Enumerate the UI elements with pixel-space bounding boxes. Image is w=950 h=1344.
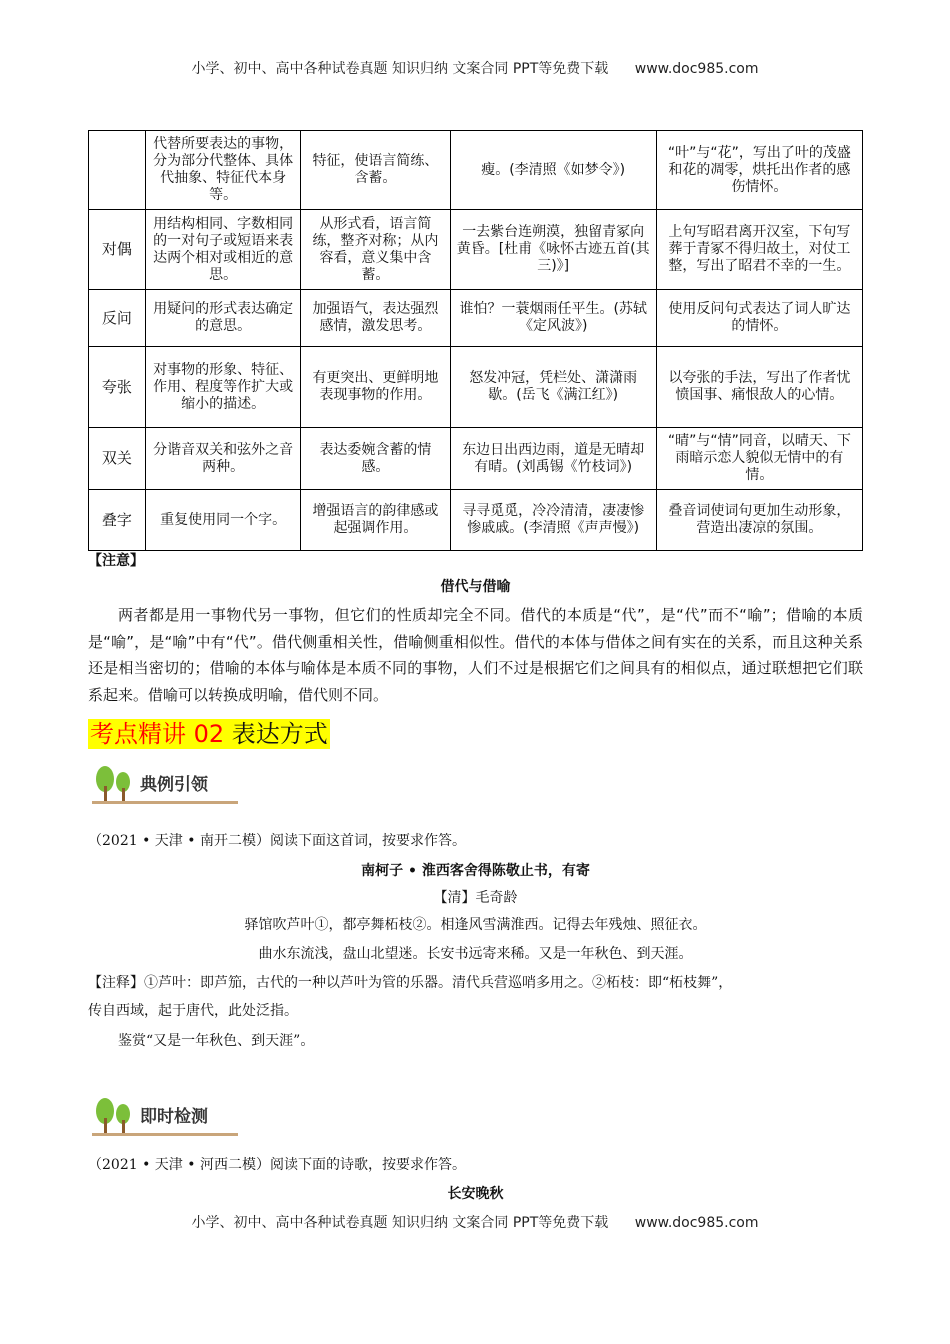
table-row xyxy=(89,347,863,428)
table-row xyxy=(89,210,863,290)
table-row xyxy=(89,490,863,551)
example-note-line1: 【注释】①芦叶：即芦笳，古代的一种以芦叶为管的乐器。清代兵营巡哨多用之。②柘枝：即“柘枝舞”， xyxy=(88,975,733,991)
page-header xyxy=(0,58,950,78)
cell-effect: 加强语气，表达强烈感情，激发思考。 xyxy=(301,290,450,347)
example-poem-title: 南柯子 • 淮西客舍得陈敬止书，有寄 xyxy=(361,863,590,879)
cell-analysis: 以夸张的手法，写出了作者忧愤国事、痛恨敌人的心情。 xyxy=(656,347,862,428)
cell-example: 东边日出西边雨，道是无晴却有晴。(刘禹锡《竹枝词》) xyxy=(450,428,656,490)
tree-trunk xyxy=(104,1118,107,1134)
cell-example: 怒发冲冠，凭栏处、潇潇雨歇。(岳飞《满江红》) xyxy=(450,347,656,428)
cell-definition: 用疑问的形式表达确定的意思。 xyxy=(145,290,300,347)
note-body: 两者都是用一事物代另一事物，但它们的性质却完全不同。借代的本质是“代”，是“代”而不“喻”；借喻的本质是“喻”，是“喻”中有“代”。借代侧重相关性，借喻侧重相似性。借代的本体与借体之间有实在的关系，而且这种关系还是相当密切的；借喻的本体与喻体是本质不同的事物，人们不过是根据它们之间具有的相似点，通过联想把它们联系起来。借喻可以转换成明喻，借代则不同。 xyxy=(88,606,863,704)
cell-effect: 从形式看，语言简练，整齐对称；从内容看，意义集中含蓄。 xyxy=(301,210,450,290)
cell-analysis: “叶”与“花”，写出了叶的茂盛和花的凋零，烘托出作者的感伤情怀。 xyxy=(656,131,862,210)
example-poem-line1: 驿馆吹芦叶①，都亭舞柘枝②。相逢风雪满淮西。记得去年残烛、照征衣。 xyxy=(244,917,707,933)
section-prefix: 考点精讲 02 xyxy=(90,720,232,748)
section-title xyxy=(88,719,330,749)
badge-underline xyxy=(92,801,238,804)
example-note-line2: 传自西域，起于唐代，此处泛指。 xyxy=(88,1003,298,1019)
cell-example: 瘦。(李清照《如梦令》) xyxy=(450,131,656,210)
cell-name: 夸张 xyxy=(89,347,146,428)
footer-url[interactable]: www.doc985.com xyxy=(634,1215,759,1231)
badge-label: 即时检测 xyxy=(140,1107,208,1127)
cell-effect: 表达委婉含蓄的情感。 xyxy=(301,428,450,490)
cell-definition: 代替所要表达的事物，分为部分代整体、具体代抽象、特征代本身等。 xyxy=(145,131,300,210)
cell-definition: 对事物的形象、特征、作用、程度等作扩大或缩小的描述。 xyxy=(145,347,300,428)
cell-definition: 用结构相同、字数相同的一对句子或短语来表达两个相对或相近的意思。 xyxy=(145,210,300,290)
cell-name: 叠字 xyxy=(89,490,146,551)
cell-example: 谁怕？一蓑烟雨任平生。(苏轼《定风波》) xyxy=(450,290,656,347)
cell-name: 对偶 xyxy=(89,210,146,290)
example-source: （2021 • 天津 • 南开二模）阅读下面这首词，按要求作答。 xyxy=(88,833,466,849)
cell-example: 一去紫台连朔漠，独留青冢向黄昏。[杜甫《咏怀古迹五首(其三)》] xyxy=(450,210,656,290)
rhetoric-table xyxy=(88,130,863,551)
cell-analysis: “晴”与“情”同音，以晴天、下雨暗示恋人貌似无情中的有情。 xyxy=(656,428,862,490)
cell-analysis: 使用反问句式表达了词人旷达的情怀。 xyxy=(656,290,862,347)
footer-text: 小学、初中、高中各种试卷真题 知识归纳 文案合同 PPT等免费下载 xyxy=(191,1215,609,1231)
table-row xyxy=(89,428,863,490)
cell-definition: 重复使用同一个字。 xyxy=(145,490,300,551)
cell-name xyxy=(89,131,146,210)
cell-effect: 有更突出、更鲜明地表现事物的作用。 xyxy=(301,347,450,428)
tree-trunk xyxy=(104,786,107,802)
cell-definition: 分谐音双关和弦外之音两种。 xyxy=(145,428,300,490)
test-poem-title: 长安晚秋 xyxy=(447,1186,504,1202)
cell-name: 双关 xyxy=(89,428,146,490)
note-title: 借代与借喻 xyxy=(440,579,511,595)
cell-name: 反问 xyxy=(89,290,146,347)
cell-example: 寻寻觅觅，冷冷清清，凄凄惨惨戚戚。(李清照《声声慢》) xyxy=(450,490,656,551)
note-heading: 【注意】 xyxy=(88,553,144,569)
test-badge xyxy=(88,1094,238,1138)
badge-label: 典例引领 xyxy=(140,775,208,795)
test-source: （2021 • 天津 • 河西二模）阅读下面的诗歌，按要求作答。 xyxy=(88,1157,466,1173)
page-footer xyxy=(0,1212,950,1232)
example-poem-line2: 曲水东流浅，盘山北望迷。长安书远寄来稀。又是一年秋色、到天涯。 xyxy=(258,946,693,962)
example-question: 鉴赏“又是一年秋色、到天涯”。 xyxy=(118,1033,315,1049)
header-url[interactable]: www.doc985.com xyxy=(634,61,759,77)
cell-effect: 增强语言的韵律感或起强调作用。 xyxy=(301,490,450,551)
cell-analysis: 叠音词使词句更加生动形象，营造出凄凉的氛围。 xyxy=(656,490,862,551)
cell-effect: 特征，使语言简练、含蓄。 xyxy=(301,131,450,210)
example-badge xyxy=(88,762,238,806)
cell-analysis: 上句写昭君离开汉室，下句写葬于青冢不得归故土，对仗工整，写出了昭君不幸的一生。 xyxy=(656,210,862,290)
header-text: 小学、初中、高中各种试卷真题 知识归纳 文案合同 PPT等免费下载 xyxy=(191,61,609,77)
badge-underline xyxy=(92,1133,238,1136)
tree-trunk-small xyxy=(122,1120,125,1134)
tree-trunk-small xyxy=(122,788,125,802)
example-author: 【清】毛奇龄 xyxy=(433,890,518,906)
table-row xyxy=(89,290,863,347)
section-name: 表达方式 xyxy=(231,720,328,748)
table-row xyxy=(89,131,863,210)
